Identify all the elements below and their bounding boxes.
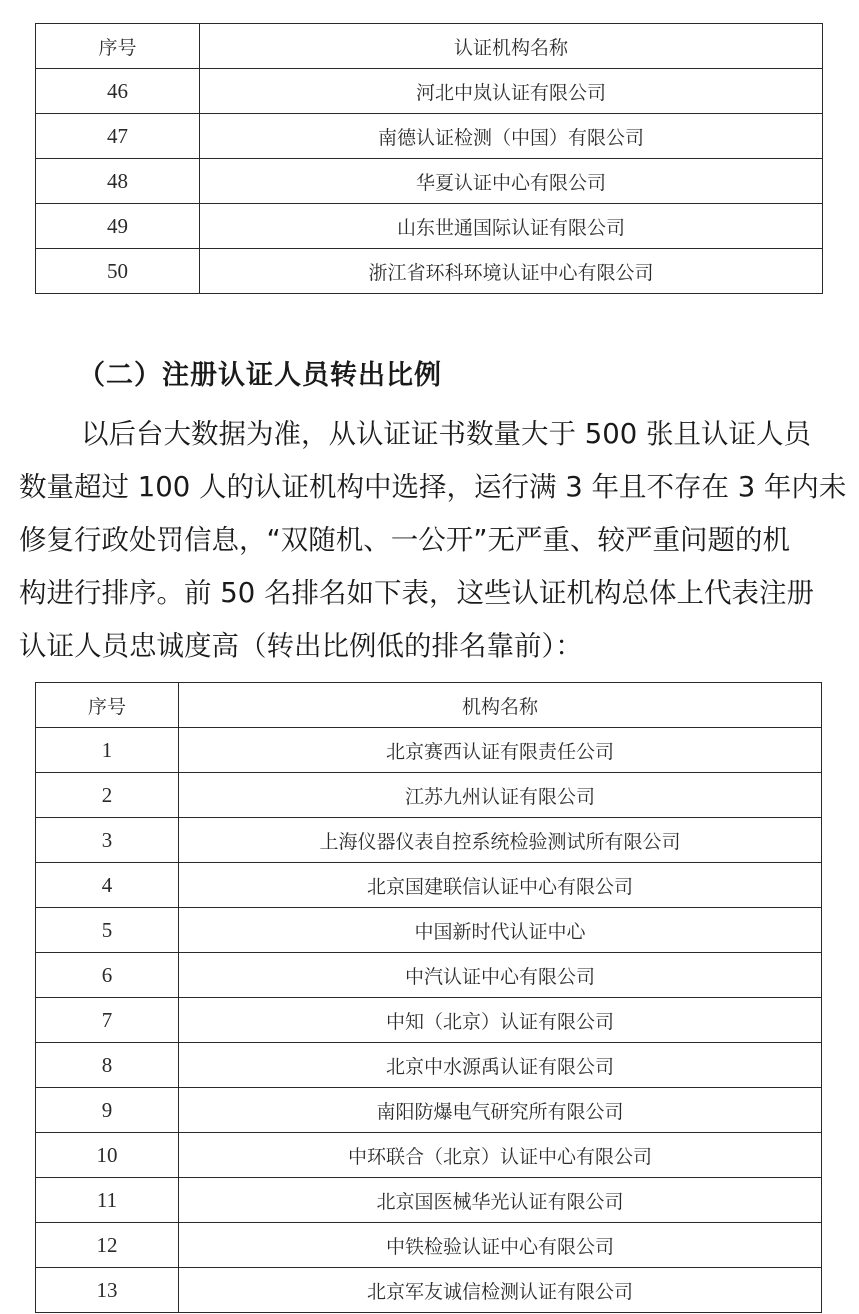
row-body-name: 上海仪器仪表自控系统检验测试所有限公司	[179, 818, 822, 863]
paragraph-line: 认证人员忠诚度高（转出比例低的排名靠前）：	[19, 630, 583, 662]
row-body-name: 南阳防爆电气研究所有限公司	[179, 1088, 822, 1133]
row-body-name: 北京国建联信认证中心有限公司	[179, 863, 822, 908]
row-body-name: 南德认证检测（中国）有限公司	[200, 114, 823, 159]
table-row	[36, 1268, 822, 1313]
row-body-name: 山东世通国际认证有限公司	[200, 204, 823, 249]
table-row	[36, 114, 823, 159]
table-row	[36, 728, 822, 773]
row-body-name: 北京国医械华光认证有限公司	[179, 1178, 822, 1223]
section-heading: （二）注册认证人员转出比例	[78, 360, 442, 391]
certification-bodies-table-part1	[35, 23, 823, 294]
row-serial-number: 13	[36, 1268, 179, 1313]
table-row	[36, 159, 823, 204]
paragraph-line: 修复行政处罚信息，“双随机、一公开”无严重、较严重问题的机	[19, 524, 790, 556]
header-serial-number: 序号	[36, 683, 179, 728]
row-body-name: 河北中岚认证有限公司	[200, 69, 823, 114]
section-paragraph	[19, 408, 847, 673]
table-row	[36, 69, 823, 114]
row-serial-number: 48	[36, 159, 200, 204]
row-body-name: 江苏九州认证有限公司	[179, 773, 822, 818]
table-row	[36, 1223, 822, 1268]
row-body-name: 中铁检验认证中心有限公司	[179, 1223, 822, 1268]
table-row	[36, 773, 822, 818]
paragraph-line: 数量超过 100 人的认证机构中选择，运行满 3 年且不存在 3 年内未	[19, 471, 847, 503]
row-serial-number: 47	[36, 114, 200, 159]
table-row	[36, 818, 822, 863]
table-row	[36, 1133, 822, 1178]
table-row	[36, 908, 822, 953]
row-serial-number: 12	[36, 1223, 179, 1268]
table-row	[36, 998, 822, 1043]
ranking-table	[35, 682, 822, 1313]
row-serial-number: 7	[36, 998, 179, 1043]
row-serial-number: 10	[36, 1133, 179, 1178]
row-body-name: 中知（北京）认证有限公司	[179, 998, 822, 1043]
paragraph-line: 构进行排序。前 50 名排名如下表，这些认证机构总体上代表注册	[19, 577, 814, 609]
table-header-row	[36, 24, 823, 69]
table-row	[36, 1043, 822, 1088]
row-serial-number: 8	[36, 1043, 179, 1088]
row-body-name: 华夏认证中心有限公司	[200, 159, 823, 204]
row-serial-number: 50	[36, 249, 200, 294]
table-row	[36, 1088, 822, 1133]
table-row	[36, 204, 823, 249]
row-body-name: 中环联合（北京）认证中心有限公司	[179, 1133, 822, 1178]
row-body-name: 北京中水源禹认证有限公司	[179, 1043, 822, 1088]
row-serial-number: 11	[36, 1178, 179, 1223]
row-serial-number: 1	[36, 728, 179, 773]
row-body-name: 北京军友诚信检测认证有限公司	[179, 1268, 822, 1313]
row-serial-number: 4	[36, 863, 179, 908]
header-serial-number: 序号	[36, 24, 200, 69]
row-serial-number: 49	[36, 204, 200, 249]
row-body-name: 浙江省环科环境认证中心有限公司	[200, 249, 823, 294]
header-body-name: 机构名称	[179, 683, 822, 728]
row-serial-number: 9	[36, 1088, 179, 1133]
row-body-name: 中汽认证中心有限公司	[179, 953, 822, 998]
row-serial-number: 5	[36, 908, 179, 953]
table-header-row	[36, 683, 822, 728]
row-serial-number: 2	[36, 773, 179, 818]
row-serial-number: 46	[36, 69, 200, 114]
row-serial-number: 3	[36, 818, 179, 863]
row-body-name: 中国新时代认证中心	[179, 908, 822, 953]
table-row	[36, 1178, 822, 1223]
paragraph-line: 以后台大数据为准，从认证证书数量大于 500 张且认证人员	[81, 418, 811, 450]
header-body-name: 认证机构名称	[200, 24, 823, 69]
table-row	[36, 953, 822, 998]
table-row	[36, 863, 822, 908]
row-serial-number: 6	[36, 953, 179, 998]
row-body-name: 北京赛西认证有限责任公司	[179, 728, 822, 773]
table-row	[36, 249, 823, 294]
